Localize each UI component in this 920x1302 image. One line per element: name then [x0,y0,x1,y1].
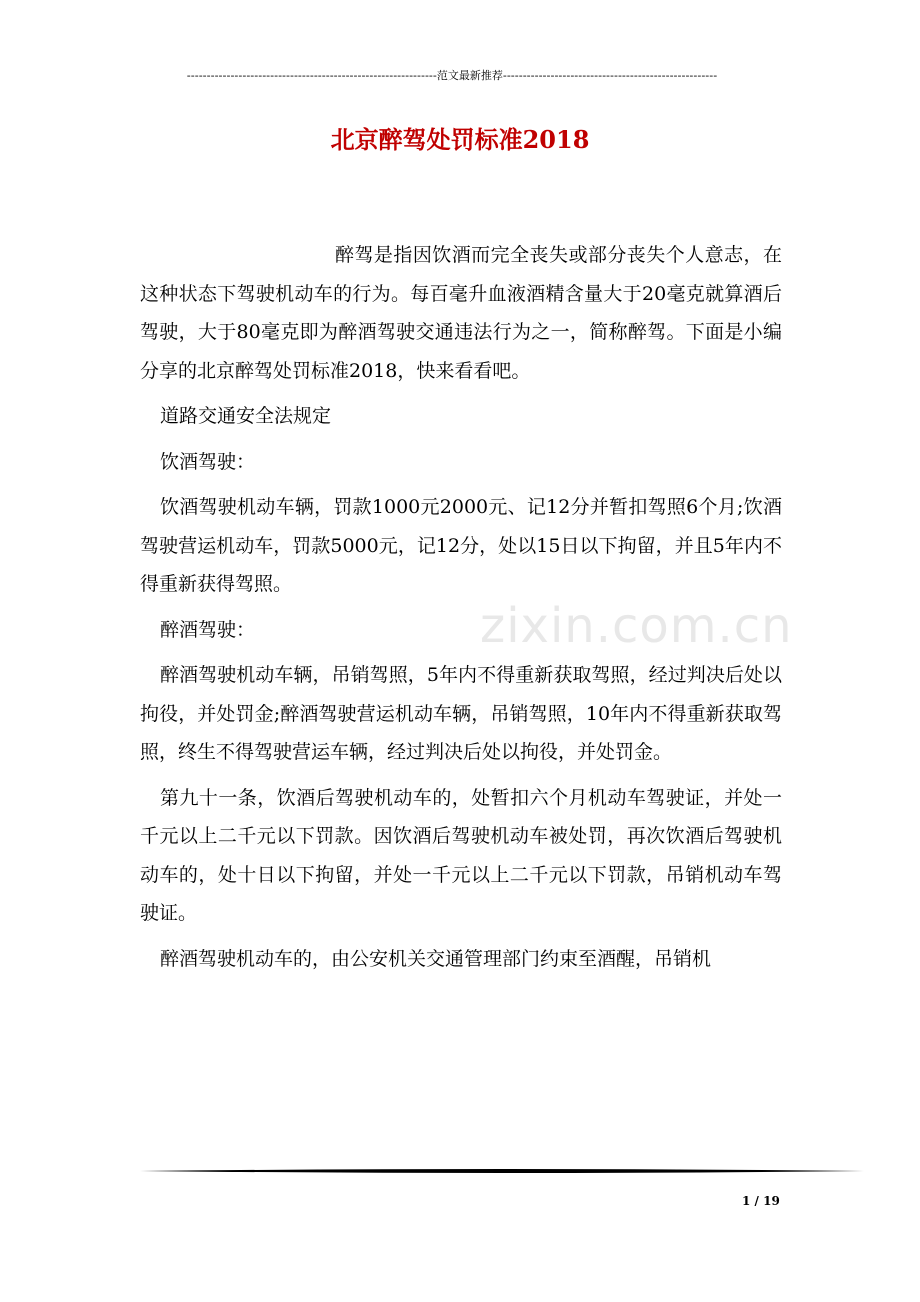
page-number: 1 / 19 [742,1194,780,1208]
detention-paragraph: 醉酒驾驶机动车的，由公安机关交通管理部门约束至酒醒，吊销机 [160,947,712,970]
footer-rule [140,1168,864,1174]
drunk-driving-paragraph: 醉酒驾驶机动车辆，吊销驾照，5年内不得重新获取驾照，经过判决后处以拘役，并处罚金;醉酒驾驶营运机动车辆，吊销驾照，10年内不得重新获取驾照，终生不得驾驶营运车辆，经过判决后处以拘役，并处罚金。 [140,664,782,763]
document-title: 北京醉驾处罚标准2018 [330,125,590,154]
drinking-driving-heading: 饮酒驾驶： [160,450,256,473]
drunk-driving-heading: 醉酒驾驶： [160,618,256,641]
drinking-driving-paragraph: 饮酒驾驶机动车辆，罚款1000元2000元、记12分并暂扣驾照6个月;饮酒驾驶营运机动车，罚款5000元，记12分，处以15日以下拘留，并且5年内不得重新获得驾照。 [140,496,782,595]
watermark: zixin.com.cn [480,598,793,654]
document-body [140,236,782,985]
law-heading: 道路交通安全法规定 [160,405,332,427]
header-banner: ---------------------------------------------------------------范文最新推荐------------------------------------------------------ [186,69,718,82]
intro-paragraph: 醉驾是指因饮酒而完全丧失或部分丧失个人意志，在这种状态下驾驶机动车的行为。每百毫升血液酒精含量大于20毫克就算酒后驾驶，大于80毫克即为醉酒驾驶交通违法行为之一，简称醉驾。下面是小编分享的北京醉驾处罚标准2018，快来看看吧。 [140,244,782,382]
article-91-paragraph: 第九十一条，饮酒后驾驶机动车的，处暂扣六个月机动车驾驶证，并处一千元以上二千元以下罚款。因饮酒后驾驶机动车被处罚，再次饮酒后驾驶机动车的，处十日以下拘留，并处一千元以上二千元以下罚款，吊销机动车驾驶证。 [140,786,782,924]
